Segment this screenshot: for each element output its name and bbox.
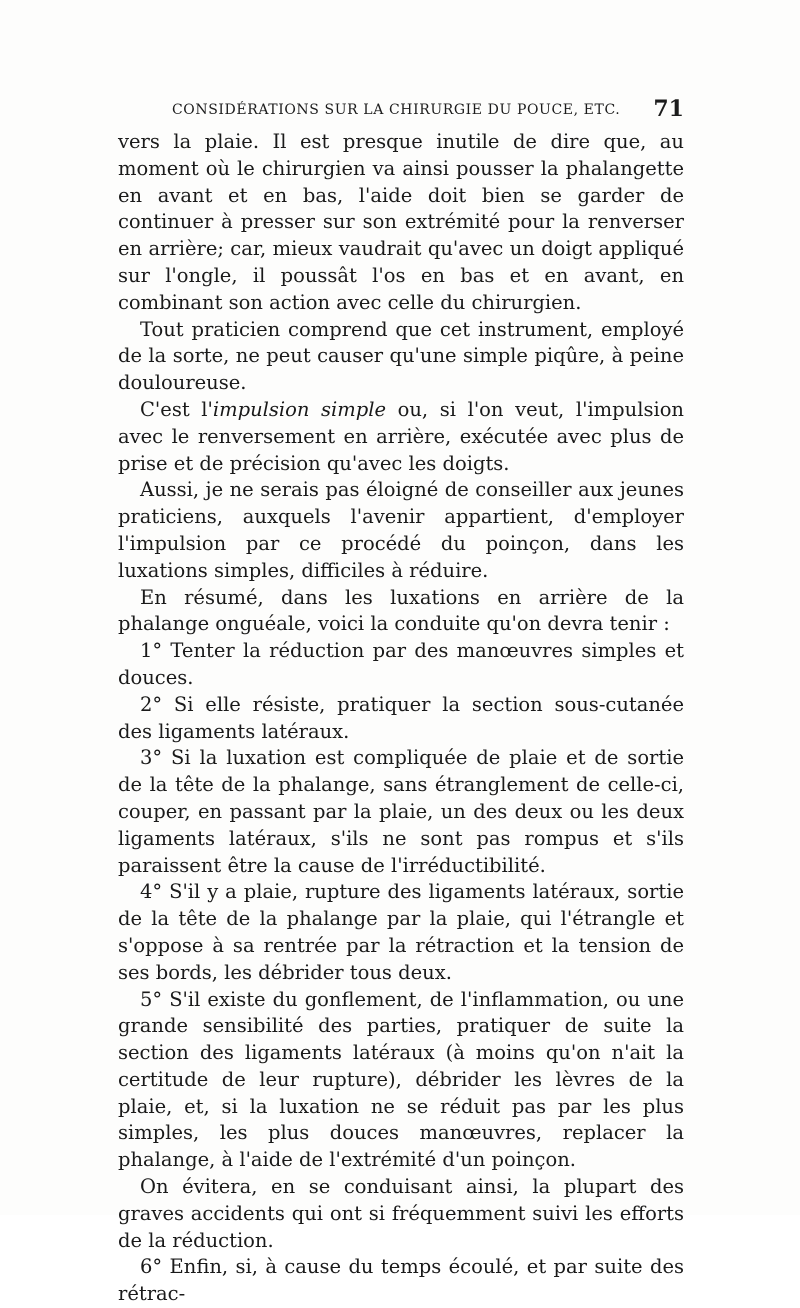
page-header [118,96,684,126]
paragraph-continuation: vers la plaie. Il est presque inutile de dire que, au moment où le chirurgien va ainsi pousser la phalangette en avant et en bas, l'aide doit bien se garder de continuer à presser sur son extrémité pour la renverser en arrière; car, mieux vaudrait qu'avec un doigt appliqué sur l'ongle, il poussât l'os en bas et en avant, en combinant son action avec celle du chirurgien. [118,130,684,314]
paragraph-summary: En résumé, dans les luxations en arrière de la phalange onguéale, voici la conduite qu'on devra tenir : [118,585,684,636]
text-segment: C'est l' [140,397,213,421]
list-item-5: 5° S'il existe du gonflement, de l'inflammation, ou une grande sensibilité des parties, pratiquer de suite la section des ligaments latéraux (à moins qu'on n'ait la certitude de leur rupture), débrider les lèvres de la plaie, et, si la luxation ne se réduit pas par les plus simples, les plus douces manœuvres, replacer la phalange, à l'aide de l'extrémité d'un poinçon. [118,987,684,1172]
list-item-3: 3° Si la luxation est compliquée de plaie et de sortie de la tête de la phalange, sans étranglement de celle-ci, couper, en passant par la plaie, un des deux ou les deux ligaments latéraux, s'ils ne sont pas rompus et s'ils paraissent être la cause de l'irréductibilité. [118,746,684,877]
paragraph-impulsion [118,397,684,477]
list-item-2: 2° Si elle résiste, pratiquer la section sous-cutanée des ligaments latéraux. [118,692,684,743]
list-item-4: 4° S'il y a plaie, rupture des ligaments latéraux, sortie de la tête de la phalange par la plaie, qui l'étrangle et s'oppose à sa rentrée par la rétraction et la tension de ses bords, les débrider tous deux. [118,880,684,984]
paragraph-instrument: Tout praticien comprend que cet instrument, employé de la sorte, ne peut causer qu'une simple piqûre, à peine douloureuse. [118,317,684,395]
list-item-6: 6° Enfin, si, à cause du temps écoulé, et par suite des rétrac- [118,1255,684,1306]
text-segment: ou, si l'on veut, l'impulsion avec le renversement en arrière, exécutée avec plus de prise et de précision qu'avec les doigts. [118,397,684,475]
paragraph-advice: Aussi, je ne serais pas éloigné de conseiller aux jeunes praticiens, auxquels l'avenir appartient, d'employer l'impulsion par ce procédé du poinçon, dans les luxations simples, difficiles à réduire. [118,478,684,582]
page-number: 71 [653,96,684,122]
italic-term: impulsion simple [212,397,387,421]
running-head: CONSIDÉRATIONS SUR LA CHIRURGIE DU POUCE, ETC. [172,102,621,118]
paragraph-conclusion: On évitera, en se conduisant ainsi, la plupart des graves accidents qui ont si fréquemment suivi les efforts de la réduction. [118,1175,684,1252]
body-text [118,129,684,1308]
list-item-1: 1° Tenter la réduction par des manœuvres simples et douces. [118,639,684,689]
